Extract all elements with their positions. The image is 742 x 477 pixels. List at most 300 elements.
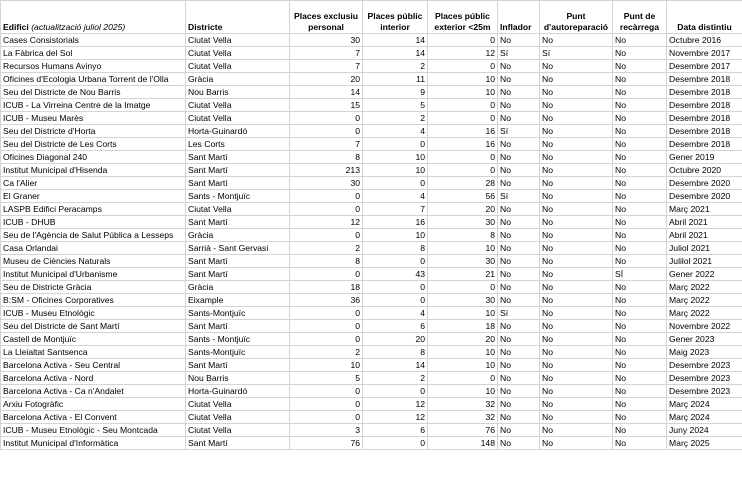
- cell-data-distintiu[interactable]: Novembre 2022: [667, 320, 742, 333]
- cell-districte[interactable]: Sant Martí: [186, 255, 290, 268]
- cell-places-interior[interactable]: 14: [363, 47, 428, 60]
- cell-punt-autoreparacio[interactable]: No: [540, 164, 613, 177]
- cell-places-exclusiu[interactable]: 36: [290, 294, 363, 307]
- cell-punt-autoreparacio[interactable]: No: [540, 333, 613, 346]
- cell-punt-recarrega[interactable]: No: [613, 411, 667, 424]
- cell-places-exterior[interactable]: 32: [428, 411, 498, 424]
- cell-punt-autoreparacio[interactable]: No: [540, 229, 613, 242]
- cell-data-distintiu[interactable]: Juliol 2021: [667, 242, 742, 255]
- cell-places-interior[interactable]: 43: [363, 268, 428, 281]
- cell-districte[interactable]: Sant Martí: [186, 437, 290, 450]
- cell-punt-autoreparacio[interactable]: No: [540, 34, 613, 47]
- cell-punt-autoreparacio[interactable]: No: [540, 307, 613, 320]
- cell-districte[interactable]: Gràcia: [186, 281, 290, 294]
- cell-inflador[interactable]: No: [498, 320, 540, 333]
- cell-places-exclusiu[interactable]: 0: [290, 398, 363, 411]
- cell-places-exterior[interactable]: 20: [428, 203, 498, 216]
- cell-places-exclusiu[interactable]: 8: [290, 151, 363, 164]
- cell-edifici[interactable]: Seu del Districte de Nou Barris: [1, 86, 186, 99]
- cell-places-exclusiu[interactable]: 3: [290, 424, 363, 437]
- cell-punt-recarrega[interactable]: No: [613, 60, 667, 73]
- cell-places-exterior[interactable]: 10: [428, 73, 498, 86]
- cell-edifici[interactable]: Institut Municipal d'Urbanisme: [1, 268, 186, 281]
- cell-data-distintiu[interactable]: Desembre 2018: [667, 86, 742, 99]
- cell-punt-recarrega[interactable]: No: [613, 177, 667, 190]
- cell-inflador[interactable]: No: [498, 73, 540, 86]
- cell-places-interior[interactable]: 0: [363, 281, 428, 294]
- cell-punt-recarrega[interactable]: No: [613, 242, 667, 255]
- header-places-exclusiu[interactable]: Places exclusiu personal: [290, 1, 363, 34]
- cell-places-exterior[interactable]: 20: [428, 333, 498, 346]
- cell-punt-autoreparacio[interactable]: No: [540, 411, 613, 424]
- header-punt-autoreparacio[interactable]: Punt d'autoreparació: [540, 1, 613, 34]
- table-row: [1, 86, 742, 99]
- cell-places-exterior[interactable]: 0: [428, 60, 498, 73]
- cell-places-exterior[interactable]: 76: [428, 424, 498, 437]
- cell-places-exclusiu[interactable]: 0: [290, 385, 363, 398]
- cell-districte[interactable]: Horta-Guinardó: [186, 385, 290, 398]
- cell-punt-autoreparacio[interactable]: No: [540, 190, 613, 203]
- cell-places-exclusiu[interactable]: 2: [290, 242, 363, 255]
- cell-data-distintiu[interactable]: Desembre 2023: [667, 385, 742, 398]
- cell-places-exclusiu[interactable]: 8: [290, 255, 363, 268]
- cell-punt-recarrega[interactable]: No: [613, 320, 667, 333]
- cell-districte[interactable]: Sants - Montjuïc: [186, 190, 290, 203]
- cell-places-interior[interactable]: 6: [363, 320, 428, 333]
- cell-punt-autoreparacio[interactable]: Sí: [540, 47, 613, 60]
- cell-districte[interactable]: Ciutat Vella: [186, 411, 290, 424]
- cell-places-exterior[interactable]: 30: [428, 216, 498, 229]
- cell-data-distintiu[interactable]: Desembre 2017: [667, 60, 742, 73]
- cell-data-distintiu[interactable]: Desembre 2018: [667, 138, 742, 151]
- cell-punt-autoreparacio[interactable]: No: [540, 346, 613, 359]
- cell-places-interior[interactable]: 7: [363, 203, 428, 216]
- cell-places-interior[interactable]: 0: [363, 138, 428, 151]
- cell-punt-recarrega[interactable]: No: [613, 151, 667, 164]
- cell-districte[interactable]: Ciutat Vella: [186, 203, 290, 216]
- cell-inflador[interactable]: Sí: [498, 47, 540, 60]
- cell-places-interior[interactable]: 0: [363, 294, 428, 307]
- cell-places-exclusiu[interactable]: 30: [290, 177, 363, 190]
- cell-punt-autoreparacio[interactable]: No: [540, 177, 613, 190]
- cell-edifici[interactable]: Seu del Districte de Sant Martí: [1, 320, 186, 333]
- cell-data-distintiu[interactable]: Maig 2023: [667, 346, 742, 359]
- cell-places-exclusiu[interactable]: 14: [290, 86, 363, 99]
- cell-punt-autoreparacio[interactable]: No: [540, 138, 613, 151]
- cell-data-distintiu[interactable]: Març 2022: [667, 294, 742, 307]
- cell-districte[interactable]: Sant Martí: [186, 177, 290, 190]
- cell-data-distintiu[interactable]: Desembre 2018: [667, 99, 742, 112]
- cell-punt-autoreparacio[interactable]: No: [540, 99, 613, 112]
- header-punt-recarrega[interactable]: Punt de recàrrega: [613, 1, 667, 34]
- cell-data-distintiu[interactable]: Gener 2019: [667, 151, 742, 164]
- cell-districte[interactable]: Ciutat Vella: [186, 398, 290, 411]
- cell-places-exclusiu[interactable]: 0: [290, 203, 363, 216]
- cell-places-exclusiu[interactable]: 0: [290, 411, 363, 424]
- cell-inflador[interactable]: No: [498, 242, 540, 255]
- header-places-interior[interactable]: Places públic interior: [363, 1, 428, 34]
- cell-edifici[interactable]: ICUB - DHUB: [1, 216, 186, 229]
- cell-places-exclusiu[interactable]: 0: [290, 125, 363, 138]
- cell-punt-autoreparacio[interactable]: No: [540, 359, 613, 372]
- cell-places-exterior[interactable]: 0: [428, 112, 498, 125]
- cell-edifici[interactable]: Barcelona Activa - El Convent: [1, 411, 186, 424]
- cell-places-exterior[interactable]: 30: [428, 255, 498, 268]
- cell-inflador[interactable]: No: [498, 372, 540, 385]
- cell-places-exterior[interactable]: 0: [428, 34, 498, 47]
- cell-places-exclusiu[interactable]: 30: [290, 34, 363, 47]
- cell-punt-recarrega[interactable]: No: [613, 294, 667, 307]
- cell-places-interior[interactable]: 14: [363, 34, 428, 47]
- cell-punt-autoreparacio[interactable]: No: [540, 242, 613, 255]
- cell-data-distintiu[interactable]: Març 2022: [667, 307, 742, 320]
- cell-punt-recarrega[interactable]: No: [613, 34, 667, 47]
- cell-edifici[interactable]: Cases Consistorials: [1, 34, 186, 47]
- cell-districte[interactable]: Horta-Guinardó: [186, 125, 290, 138]
- cell-punt-autoreparacio[interactable]: No: [540, 255, 613, 268]
- cell-data-distintiu[interactable]: Març 2024: [667, 411, 742, 424]
- cell-places-exclusiu[interactable]: 7: [290, 138, 363, 151]
- cell-places-exterior[interactable]: 56: [428, 190, 498, 203]
- cell-places-exterior[interactable]: 8: [428, 229, 498, 242]
- cell-punt-autoreparacio[interactable]: No: [540, 424, 613, 437]
- cell-edifici[interactable]: Barcelona Activa - Seu Central: [1, 359, 186, 372]
- cell-data-distintiu[interactable]: Novembre 2017: [667, 47, 742, 60]
- cell-places-interior[interactable]: 0: [363, 385, 428, 398]
- cell-places-interior[interactable]: 2: [363, 372, 428, 385]
- cell-places-interior[interactable]: 0: [363, 437, 428, 450]
- cell-places-interior[interactable]: 16: [363, 216, 428, 229]
- cell-edifici[interactable]: Recursos Humans Avinyo: [1, 60, 186, 73]
- cell-districte[interactable]: Sant Martí: [186, 320, 290, 333]
- cell-places-exclusiu[interactable]: 76: [290, 437, 363, 450]
- cell-edifici[interactable]: Museu de Ciències Naturals: [1, 255, 186, 268]
- cell-data-distintiu[interactable]: Abril 2021: [667, 216, 742, 229]
- cell-edifici[interactable]: Casa Orlandai: [1, 242, 186, 255]
- cell-places-exclusiu[interactable]: 0: [290, 229, 363, 242]
- cell-places-interior[interactable]: 14: [363, 359, 428, 372]
- cell-punt-autoreparacio[interactable]: No: [540, 437, 613, 450]
- cell-inflador[interactable]: No: [498, 229, 540, 242]
- cell-places-exclusiu[interactable]: 0: [290, 333, 363, 346]
- header-districte[interactable]: Districte: [186, 1, 290, 34]
- cell-punt-recarrega[interactable]: No: [613, 359, 667, 372]
- cell-inflador[interactable]: No: [498, 60, 540, 73]
- cell-punt-autoreparacio[interactable]: No: [540, 125, 613, 138]
- cell-edifici[interactable]: ICUB - Museu Etnològic: [1, 307, 186, 320]
- cell-punt-recarrega[interactable]: No: [613, 47, 667, 60]
- cell-places-interior[interactable]: 10: [363, 151, 428, 164]
- cell-places-exterior[interactable]: 10: [428, 307, 498, 320]
- table-row: [1, 385, 742, 398]
- cell-data-distintiu[interactable]: Gener 2023: [667, 333, 742, 346]
- cell-data-distintiu[interactable]: Desembre 2018: [667, 73, 742, 86]
- cell-data-distintiu[interactable]: Desembre 2018: [667, 112, 742, 125]
- cell-data-distintiu[interactable]: Julilol 2021: [667, 255, 742, 268]
- cell-inflador[interactable]: No: [498, 151, 540, 164]
- cell-punt-recarrega[interactable]: No: [613, 372, 667, 385]
- cell-edifici[interactable]: Barcelona Activa - Ca n'Andalet: [1, 385, 186, 398]
- cell-punt-recarrega[interactable]: No: [613, 138, 667, 151]
- cell-edifici[interactable]: ICUB - Museu Etnològic - Seu Montcada: [1, 424, 186, 437]
- cell-places-exclusiu[interactable]: 0: [290, 190, 363, 203]
- cell-places-interior[interactable]: 10: [363, 229, 428, 242]
- cell-places-exterior[interactable]: 10: [428, 385, 498, 398]
- cell-places-exterior[interactable]: 10: [428, 346, 498, 359]
- cell-places-exterior[interactable]: 30: [428, 294, 498, 307]
- cell-punt-autoreparacio[interactable]: No: [540, 281, 613, 294]
- cell-places-exterior[interactable]: 12: [428, 47, 498, 60]
- cell-punt-recarrega[interactable]: No: [613, 164, 667, 177]
- cell-districte[interactable]: Ciutat Vella: [186, 112, 290, 125]
- cell-edifici[interactable]: Seu de Districte Gràcia: [1, 281, 186, 294]
- cell-edifici[interactable]: ICUB - La Virreina Centre de la Imatge: [1, 99, 186, 112]
- cell-data-distintiu[interactable]: Març 2024: [667, 398, 742, 411]
- cell-districte[interactable]: Sant Martí: [186, 359, 290, 372]
- cell-places-interior[interactable]: 2: [363, 60, 428, 73]
- cell-places-exclusiu[interactable]: 18: [290, 281, 363, 294]
- cell-edifici[interactable]: Seu del Districte de Les Corts: [1, 138, 186, 151]
- cell-places-exterior[interactable]: 32: [428, 398, 498, 411]
- cell-punt-autoreparacio[interactable]: No: [540, 320, 613, 333]
- cell-places-interior[interactable]: 9: [363, 86, 428, 99]
- cell-places-interior[interactable]: 8: [363, 346, 428, 359]
- cell-places-interior[interactable]: 11: [363, 73, 428, 86]
- cell-inflador[interactable]: No: [498, 385, 540, 398]
- cell-inflador[interactable]: Sí: [498, 125, 540, 138]
- cell-data-distintiu[interactable]: Març 2021: [667, 203, 742, 216]
- cell-punt-recarrega[interactable]: No: [613, 86, 667, 99]
- cell-data-distintiu[interactable]: Abril 2021: [667, 229, 742, 242]
- cell-data-distintiu[interactable]: Desembre 2020: [667, 190, 742, 203]
- cell-districte[interactable]: Ciutat Vella: [186, 424, 290, 437]
- cell-places-exclusiu[interactable]: 7: [290, 60, 363, 73]
- cell-places-exterior[interactable]: 0: [428, 372, 498, 385]
- cell-edifici[interactable]: Castell de Montjuïc: [1, 333, 186, 346]
- cell-punt-recarrega[interactable]: No: [613, 112, 667, 125]
- cell-data-distintiu[interactable]: Març 2025: [667, 437, 742, 450]
- cell-data-distintiu[interactable]: Desembre 2023: [667, 372, 742, 385]
- cell-punt-recarrega[interactable]: No: [613, 255, 667, 268]
- cell-places-interior[interactable]: 5: [363, 99, 428, 112]
- cell-punt-autoreparacio[interactable]: No: [540, 112, 613, 125]
- cell-districte[interactable]: Gràcia: [186, 229, 290, 242]
- table-row: [1, 190, 742, 203]
- cell-places-exterior[interactable]: 0: [428, 151, 498, 164]
- cell-places-exterior[interactable]: 16: [428, 125, 498, 138]
- cell-data-distintiu[interactable]: Desembre 2023: [667, 359, 742, 372]
- cell-edifici[interactable]: Arxiu Fotogràfic: [1, 398, 186, 411]
- cell-edifici[interactable]: Ca l'Alier: [1, 177, 186, 190]
- cell-inflador[interactable]: No: [498, 359, 540, 372]
- cell-edifici[interactable]: Seu de l'Agència de Salut Pública a Lesseps: [1, 229, 186, 242]
- cell-punt-recarrega[interactable]: No: [613, 307, 667, 320]
- cell-places-interior[interactable]: 6: [363, 424, 428, 437]
- cell-punt-recarrega[interactable]: No: [613, 333, 667, 346]
- cell-data-distintiu[interactable]: Juny 2024: [667, 424, 742, 437]
- cell-places-interior[interactable]: 10: [363, 164, 428, 177]
- cell-inflador[interactable]: No: [498, 164, 540, 177]
- cell-inflador[interactable]: No: [498, 216, 540, 229]
- cell-inflador[interactable]: No: [498, 203, 540, 216]
- cell-places-exclusiu[interactable]: 213: [290, 164, 363, 177]
- cell-punt-autoreparacio[interactable]: No: [540, 372, 613, 385]
- cell-punt-recarrega[interactable]: No: [613, 216, 667, 229]
- cell-punt-recarrega[interactable]: No: [613, 203, 667, 216]
- cell-edifici[interactable]: El Graner: [1, 190, 186, 203]
- cell-inflador[interactable]: No: [498, 268, 540, 281]
- cell-districte[interactable]: Sarrià - Sant Gervasi: [186, 242, 290, 255]
- cell-punt-autoreparacio[interactable]: No: [540, 86, 613, 99]
- cell-data-distintiu[interactable]: Octubre 2016: [667, 34, 742, 47]
- cell-places-exclusiu[interactable]: 20: [290, 73, 363, 86]
- cell-edifici[interactable]: Oficines d'Ecologia Urbana Torrent de l'Olla: [1, 73, 186, 86]
- cell-inflador[interactable]: No: [498, 99, 540, 112]
- cell-places-exclusiu[interactable]: 0: [290, 320, 363, 333]
- header-edifici[interactable]: [1, 1, 186, 34]
- cell-inflador[interactable]: No: [498, 294, 540, 307]
- cell-districte[interactable]: Ciutat Vella: [186, 60, 290, 73]
- cell-places-interior[interactable]: 20: [363, 333, 428, 346]
- cell-punt-recarrega[interactable]: No: [613, 229, 667, 242]
- cell-punt-recarrega[interactable]: No: [613, 73, 667, 86]
- cell-inflador[interactable]: No: [498, 177, 540, 190]
- cell-places-exclusiu[interactable]: 15: [290, 99, 363, 112]
- cell-edifici[interactable]: Barcelona Activa - Nord: [1, 372, 186, 385]
- cell-places-interior[interactable]: 8: [363, 242, 428, 255]
- cell-districte[interactable]: Sant Martí: [186, 268, 290, 281]
- cell-districte[interactable]: Sants - Montjuïc: [186, 333, 290, 346]
- cell-districte[interactable]: Ciutat Vella: [186, 47, 290, 60]
- cell-edifici[interactable]: Institut Municipal d'Informàtica: [1, 437, 186, 450]
- cell-punt-autoreparacio[interactable]: No: [540, 398, 613, 411]
- cell-places-exterior[interactable]: 16: [428, 138, 498, 151]
- cell-districte[interactable]: Les Corts: [186, 138, 290, 151]
- cell-places-exterior[interactable]: 10: [428, 242, 498, 255]
- cell-edifici[interactable]: LASPB Edifici Peracamps: [1, 203, 186, 216]
- header-places-exterior[interactable]: Places públic exterior <25m: [428, 1, 498, 34]
- cell-places-interior[interactable]: 12: [363, 398, 428, 411]
- cell-places-exclusiu[interactable]: 5: [290, 372, 363, 385]
- cell-places-interior[interactable]: 4: [363, 125, 428, 138]
- cell-punt-recarrega[interactable]: No: [613, 99, 667, 112]
- cell-places-exterior[interactable]: 0: [428, 164, 498, 177]
- cell-inflador[interactable]: No: [498, 411, 540, 424]
- cell-places-exterior[interactable]: 148: [428, 437, 498, 450]
- cell-places-interior[interactable]: 0: [363, 177, 428, 190]
- cell-districte[interactable]: Nou Barris: [186, 86, 290, 99]
- cell-punt-recarrega[interactable]: No: [613, 346, 667, 359]
- cell-edifici[interactable]: Seu del Districte d'Horta: [1, 125, 186, 138]
- cell-districte[interactable]: Eixample: [186, 294, 290, 307]
- cell-places-exclusiu[interactable]: 0: [290, 307, 363, 320]
- cell-edifici[interactable]: La Lleialtat Santsenca: [1, 346, 186, 359]
- cell-data-distintiu[interactable]: Desembre 2020: [667, 177, 742, 190]
- cell-districte[interactable]: Ciutat Vella: [186, 34, 290, 47]
- cell-punt-recarrega[interactable]: No: [613, 281, 667, 294]
- cell-places-exclusiu[interactable]: 0: [290, 268, 363, 281]
- cell-places-interior[interactable]: 4: [363, 307, 428, 320]
- cell-places-interior[interactable]: 12: [363, 411, 428, 424]
- cell-punt-autoreparacio[interactable]: No: [540, 203, 613, 216]
- cell-punt-recarrega[interactable]: No: [613, 437, 667, 450]
- cell-punt-autoreparacio[interactable]: No: [540, 216, 613, 229]
- cell-inflador[interactable]: No: [498, 138, 540, 151]
- cell-punt-autoreparacio[interactable]: No: [540, 151, 613, 164]
- cell-places-interior[interactable]: 4: [363, 190, 428, 203]
- cell-places-exterior[interactable]: 10: [428, 359, 498, 372]
- cell-inflador[interactable]: No: [498, 255, 540, 268]
- cell-data-distintiu[interactable]: Octubre 2020: [667, 164, 742, 177]
- cell-punt-autoreparacio[interactable]: No: [540, 385, 613, 398]
- cell-places-interior[interactable]: 0: [363, 255, 428, 268]
- cell-punt-autoreparacio[interactable]: No: [540, 73, 613, 86]
- cell-punt-recarrega[interactable]: No: [613, 398, 667, 411]
- cell-places-exterior[interactable]: 0: [428, 99, 498, 112]
- cell-punt-recarrega[interactable]: No: [613, 125, 667, 138]
- cell-edifici[interactable]: ICUB - Museu Marès: [1, 112, 186, 125]
- cell-districte[interactable]: Sant Martí: [186, 164, 290, 177]
- cell-inflador[interactable]: No: [498, 437, 540, 450]
- cell-inflador[interactable]: No: [498, 346, 540, 359]
- cell-places-exclusiu[interactable]: 7: [290, 47, 363, 60]
- cell-punt-recarrega[interactable]: No: [613, 190, 667, 203]
- cell-data-distintiu[interactable]: Desembre 2018: [667, 125, 742, 138]
- header-data-distintiu[interactable]: Data distintiu: [667, 1, 742, 34]
- cell-districte[interactable]: Nou Barris: [186, 372, 290, 385]
- cell-places-exclusiu[interactable]: 0: [290, 112, 363, 125]
- cell-punt-recarrega[interactable]: No: [613, 424, 667, 437]
- cell-inflador[interactable]: No: [498, 281, 540, 294]
- cell-places-exterior[interactable]: 28: [428, 177, 498, 190]
- cell-districte[interactable]: Sant Martí: [186, 151, 290, 164]
- cell-edifici[interactable]: Institut Municipal d'Hisenda: [1, 164, 186, 177]
- cell-edifici[interactable]: La Fàbrica del Sol: [1, 47, 186, 60]
- cell-punt-autoreparacio[interactable]: No: [540, 60, 613, 73]
- cell-places-exterior[interactable]: 21: [428, 268, 498, 281]
- cell-edifici[interactable]: B:SM - Oficines Corporatives: [1, 294, 186, 307]
- cell-punt-autoreparacio[interactable]: No: [540, 294, 613, 307]
- cell-places-exterior[interactable]: 0: [428, 281, 498, 294]
- cell-places-exclusiu[interactable]: 10: [290, 359, 363, 372]
- cell-inflador[interactable]: No: [498, 86, 540, 99]
- cell-districte[interactable]: Sants-Montjuïc: [186, 346, 290, 359]
- cell-districte[interactable]: Gràcia: [186, 73, 290, 86]
- cell-data-distintiu[interactable]: Març 2022: [667, 281, 742, 294]
- cell-districte[interactable]: Sants-Montjuïc: [186, 307, 290, 320]
- cell-inflador[interactable]: No: [498, 112, 540, 125]
- cell-inflador[interactable]: No: [498, 424, 540, 437]
- cell-places-exterior[interactable]: 18: [428, 320, 498, 333]
- cell-places-exclusiu[interactable]: 12: [290, 216, 363, 229]
- cell-punt-autoreparacio[interactable]: No: [540, 268, 613, 281]
- header-inflador[interactable]: Inflador: [498, 1, 540, 34]
- cell-punt-recarrega[interactable]: SÍ: [613, 268, 667, 281]
- cell-places-exterior[interactable]: 10: [428, 86, 498, 99]
- cell-punt-recarrega[interactable]: No: [613, 385, 667, 398]
- cell-places-exclusiu[interactable]: 2: [290, 346, 363, 359]
- cell-inflador[interactable]: No: [498, 333, 540, 346]
- cell-districte[interactable]: Ciutat Vella: [186, 99, 290, 112]
- cell-inflador[interactable]: Sí: [498, 307, 540, 320]
- cell-inflador[interactable]: No: [498, 398, 540, 411]
- cell-edifici[interactable]: Oficines Diagonal 240: [1, 151, 186, 164]
- cell-places-interior[interactable]: 2: [363, 112, 428, 125]
- cell-inflador[interactable]: No: [498, 34, 540, 47]
- cell-data-distintiu[interactable]: Gener 2022: [667, 268, 742, 281]
- cell-districte[interactable]: Sant Martí: [186, 216, 290, 229]
- cell-inflador[interactable]: Sí: [498, 190, 540, 203]
